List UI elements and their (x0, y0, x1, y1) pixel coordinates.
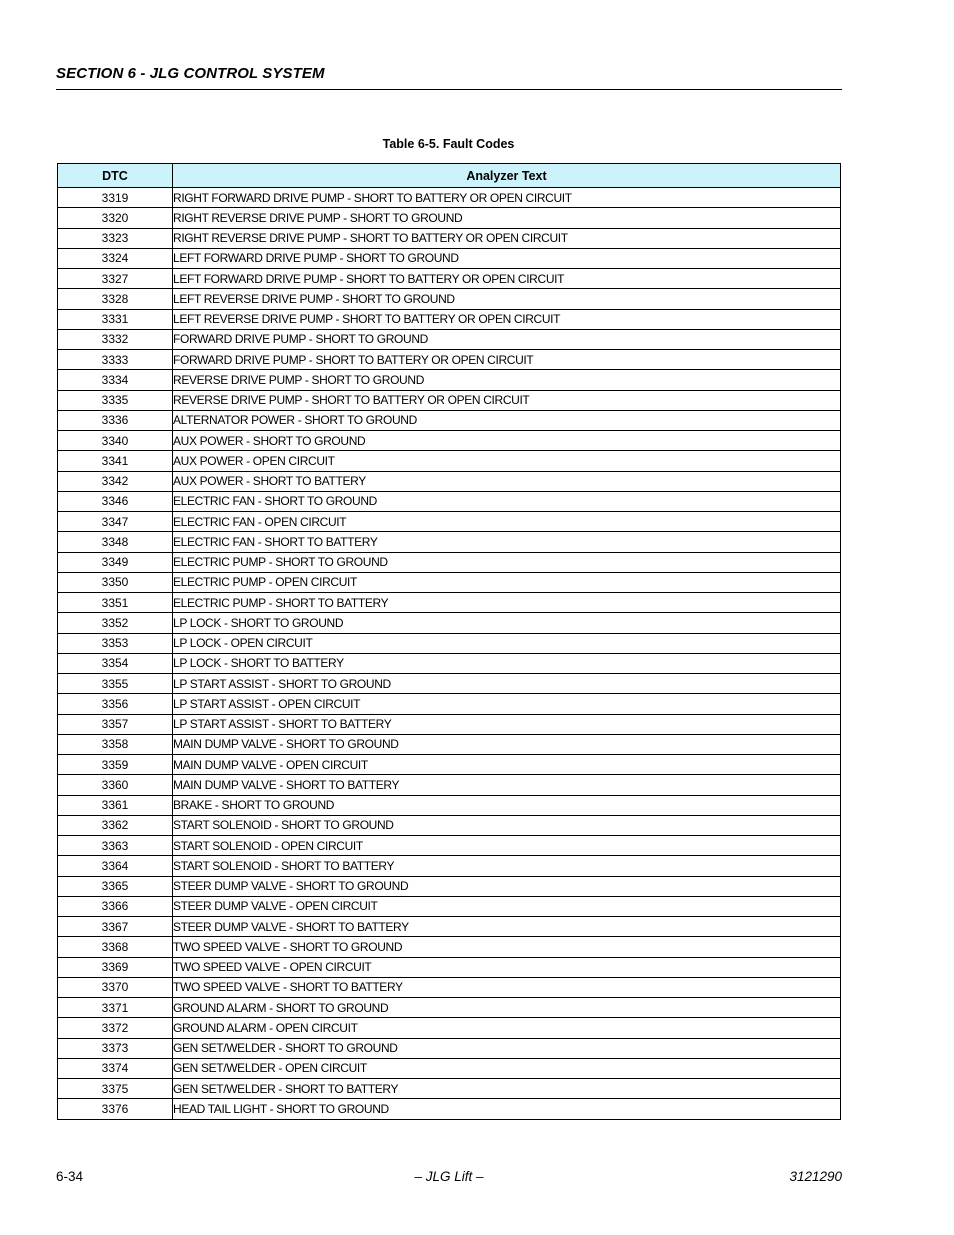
table-row (58, 876, 841, 896)
analyzer-text: ELECTRIC PUMP - SHORT TO GROUND (173, 552, 841, 572)
analyzer-text: STEER DUMP VALVE - OPEN CIRCUIT (173, 896, 841, 916)
analyzer-text: RIGHT FORWARD DRIVE PUMP - SHORT TO BATTERY OR OPEN CIRCUIT (173, 188, 841, 208)
analyzer-text: ELECTRIC PUMP - SHORT TO BATTERY (173, 593, 841, 613)
dtc-code: 3349 (58, 552, 173, 572)
table-row (58, 937, 841, 957)
dtc-code: 3367 (58, 917, 173, 937)
table-row (58, 714, 841, 734)
dtc-code: 3327 (58, 269, 173, 289)
analyzer-text: TWO SPEED VALVE - SHORT TO GROUND (173, 937, 841, 957)
dtc-code: 3335 (58, 390, 173, 410)
table-row (58, 998, 841, 1018)
column-header-dtc: DTC (58, 164, 173, 188)
analyzer-text: TWO SPEED VALVE - OPEN CIRCUIT (173, 957, 841, 977)
analyzer-text: START SOLENOID - SHORT TO BATTERY (173, 856, 841, 876)
document-number: 3121290 (789, 1169, 842, 1184)
dtc-code: 3342 (58, 471, 173, 491)
dtc-code: 3362 (58, 815, 173, 835)
dtc-code: 3356 (58, 694, 173, 714)
table-row (58, 593, 841, 613)
dtc-code: 3333 (58, 350, 173, 370)
table-body (58, 188, 841, 1120)
table-row (58, 471, 841, 491)
dtc-code: 3331 (58, 309, 173, 329)
dtc-code: 3347 (58, 512, 173, 532)
table-row (58, 350, 841, 370)
analyzer-text: LEFT FORWARD DRIVE PUMP - SHORT TO BATTERY OR OPEN CIRCUIT (173, 269, 841, 289)
dtc-code: 3368 (58, 937, 173, 957)
analyzer-text: LEFT FORWARD DRIVE PUMP - SHORT TO GROUND (173, 248, 841, 268)
analyzer-text: REVERSE DRIVE PUMP - SHORT TO BATTERY OR OPEN CIRCUIT (173, 390, 841, 410)
dtc-code: 3370 (58, 977, 173, 997)
analyzer-text: ELECTRIC PUMP - OPEN CIRCUIT (173, 572, 841, 592)
analyzer-text: AUX POWER - SHORT TO BATTERY (173, 471, 841, 491)
analyzer-text: HEAD TAIL LIGHT - SHORT TO GROUND (173, 1099, 841, 1119)
table-title: Table 6-5. Fault Codes (382, 137, 515, 151)
table-row (58, 289, 841, 309)
analyzer-text: GROUND ALARM - SHORT TO GROUND (173, 998, 841, 1018)
dtc-code: 3374 (58, 1058, 173, 1078)
table-row (58, 431, 841, 451)
analyzer-text: LP START ASSIST - OPEN CIRCUIT (173, 694, 841, 714)
table-row (58, 755, 841, 775)
table-row (58, 1018, 841, 1038)
analyzer-text: LEFT REVERSE DRIVE PUMP - SHORT TO BATTERY OR OPEN CIRCUIT (173, 309, 841, 329)
dtc-code: 3358 (58, 734, 173, 754)
dtc-code: 3372 (58, 1018, 173, 1038)
table-row (58, 228, 841, 248)
table-row (58, 370, 841, 390)
analyzer-text: GEN SET/WELDER - SHORT TO GROUND (173, 1038, 841, 1058)
analyzer-text: TWO SPEED VALVE - SHORT TO BATTERY (173, 977, 841, 997)
table-row (58, 1079, 841, 1099)
table-row (58, 653, 841, 673)
table-row (58, 613, 841, 633)
dtc-code: 3341 (58, 451, 173, 471)
analyzer-text: LP LOCK - SHORT TO BATTERY (173, 653, 841, 673)
table-row (58, 694, 841, 714)
analyzer-text: ALTERNATOR POWER - SHORT TO GROUND (173, 410, 841, 430)
dtc-code: 3319 (58, 188, 173, 208)
analyzer-text: START SOLENOID - SHORT TO GROUND (173, 815, 841, 835)
table-row (58, 815, 841, 835)
dtc-code: 3352 (58, 613, 173, 633)
dtc-code: 3340 (58, 431, 173, 451)
table-row (58, 512, 841, 532)
analyzer-text: GEN SET/WELDER - SHORT TO BATTERY (173, 1079, 841, 1099)
section-title: SECTION 6 - JLG CONTROL SYSTEM (56, 65, 325, 82)
dtc-code: 3373 (58, 1038, 173, 1058)
dtc-code: 3328 (58, 289, 173, 309)
dtc-code: 3371 (58, 998, 173, 1018)
dtc-code: 3355 (58, 674, 173, 694)
table-row (58, 532, 841, 552)
table-row (58, 856, 841, 876)
analyzer-text: AUX POWER - SHORT TO GROUND (173, 431, 841, 451)
dtc-code: 3324 (58, 248, 173, 268)
dtc-code: 3363 (58, 836, 173, 856)
analyzer-text: LP START ASSIST - SHORT TO BATTERY (173, 714, 841, 734)
dtc-code: 3361 (58, 795, 173, 815)
dtc-code: 3357 (58, 714, 173, 734)
analyzer-text: RIGHT REVERSE DRIVE PUMP - SHORT TO GROUND (173, 208, 841, 228)
analyzer-text: FORWARD DRIVE PUMP - SHORT TO BATTERY OR OPEN CIRCUIT (173, 350, 841, 370)
analyzer-text: BRAKE - SHORT TO GROUND (173, 795, 841, 815)
analyzer-text: STEER DUMP VALVE - SHORT TO BATTERY (173, 917, 841, 937)
table-row (58, 795, 841, 815)
table-row (58, 674, 841, 694)
table-row (58, 552, 841, 572)
column-header-analyzer-text: Analyzer Text (173, 164, 841, 188)
analyzer-text: ELECTRIC FAN - SHORT TO GROUND (173, 491, 841, 511)
dtc-code: 3359 (58, 755, 173, 775)
table-row (58, 836, 841, 856)
table-row (58, 1038, 841, 1058)
analyzer-text: LEFT REVERSE DRIVE PUMP - SHORT TO GROUND (173, 289, 841, 309)
dtc-code: 3376 (58, 1099, 173, 1119)
dtc-code: 3369 (58, 957, 173, 977)
table-row (58, 957, 841, 977)
dtc-code: 3351 (58, 593, 173, 613)
analyzer-text: STEER DUMP VALVE - SHORT TO GROUND (173, 876, 841, 896)
dtc-code: 3353 (58, 633, 173, 653)
table-row (58, 572, 841, 592)
dtc-code: 3375 (58, 1079, 173, 1099)
table-row (58, 1099, 841, 1119)
dtc-code: 3360 (58, 775, 173, 795)
table-row (58, 208, 841, 228)
dtc-code: 3336 (58, 410, 173, 430)
dtc-code: 3350 (58, 572, 173, 592)
table-row (58, 775, 841, 795)
table-row (58, 248, 841, 268)
fault-codes-table (57, 163, 841, 1120)
footer-brand: – JLG Lift – (414, 1169, 484, 1184)
table-row (58, 734, 841, 754)
table-row (58, 633, 841, 653)
analyzer-text: REVERSE DRIVE PUMP - SHORT TO GROUND (173, 370, 841, 390)
analyzer-text: MAIN DUMP VALVE - SHORT TO BATTERY (173, 775, 841, 795)
analyzer-text: RIGHT REVERSE DRIVE PUMP - SHORT TO BATTERY OR OPEN CIRCUIT (173, 228, 841, 248)
dtc-code: 3366 (58, 896, 173, 916)
dtc-code: 3354 (58, 653, 173, 673)
table-row (58, 410, 841, 430)
analyzer-text: MAIN DUMP VALVE - SHORT TO GROUND (173, 734, 841, 754)
table-row (58, 309, 841, 329)
dtc-code: 3320 (58, 208, 173, 228)
analyzer-text: LP LOCK - SHORT TO GROUND (173, 613, 841, 633)
table-header-row (58, 164, 841, 188)
analyzer-text: ELECTRIC FAN - SHORT TO BATTERY (173, 532, 841, 552)
analyzer-text: ELECTRIC FAN - OPEN CIRCUIT (173, 512, 841, 532)
analyzer-text: MAIN DUMP VALVE - OPEN CIRCUIT (173, 755, 841, 775)
table-row (58, 451, 841, 471)
table-row (58, 390, 841, 410)
analyzer-text: AUX POWER - OPEN CIRCUIT (173, 451, 841, 471)
dtc-code: 3334 (58, 370, 173, 390)
analyzer-text: START SOLENOID - OPEN CIRCUIT (173, 836, 841, 856)
analyzer-text: GEN SET/WELDER - OPEN CIRCUIT (173, 1058, 841, 1078)
header-divider (56, 89, 842, 90)
table-row (58, 188, 841, 208)
dtc-code: 3346 (58, 491, 173, 511)
dtc-code: 3323 (58, 228, 173, 248)
dtc-code: 3348 (58, 532, 173, 552)
dtc-code: 3332 (58, 329, 173, 349)
page-number: 6-34 (56, 1169, 84, 1184)
dtc-code: 3364 (58, 856, 173, 876)
table-row (58, 917, 841, 937)
table-row (58, 977, 841, 997)
analyzer-text: LP LOCK - OPEN CIRCUIT (173, 633, 841, 653)
table-row (58, 1058, 841, 1078)
table-row (58, 269, 841, 289)
table-row (58, 329, 841, 349)
analyzer-text: FORWARD DRIVE PUMP - SHORT TO GROUND (173, 329, 841, 349)
table-row (58, 491, 841, 511)
analyzer-text: LP START ASSIST - SHORT TO GROUND (173, 674, 841, 694)
table-row (58, 896, 841, 916)
analyzer-text: GROUND ALARM - OPEN CIRCUIT (173, 1018, 841, 1038)
dtc-code: 3365 (58, 876, 173, 896)
